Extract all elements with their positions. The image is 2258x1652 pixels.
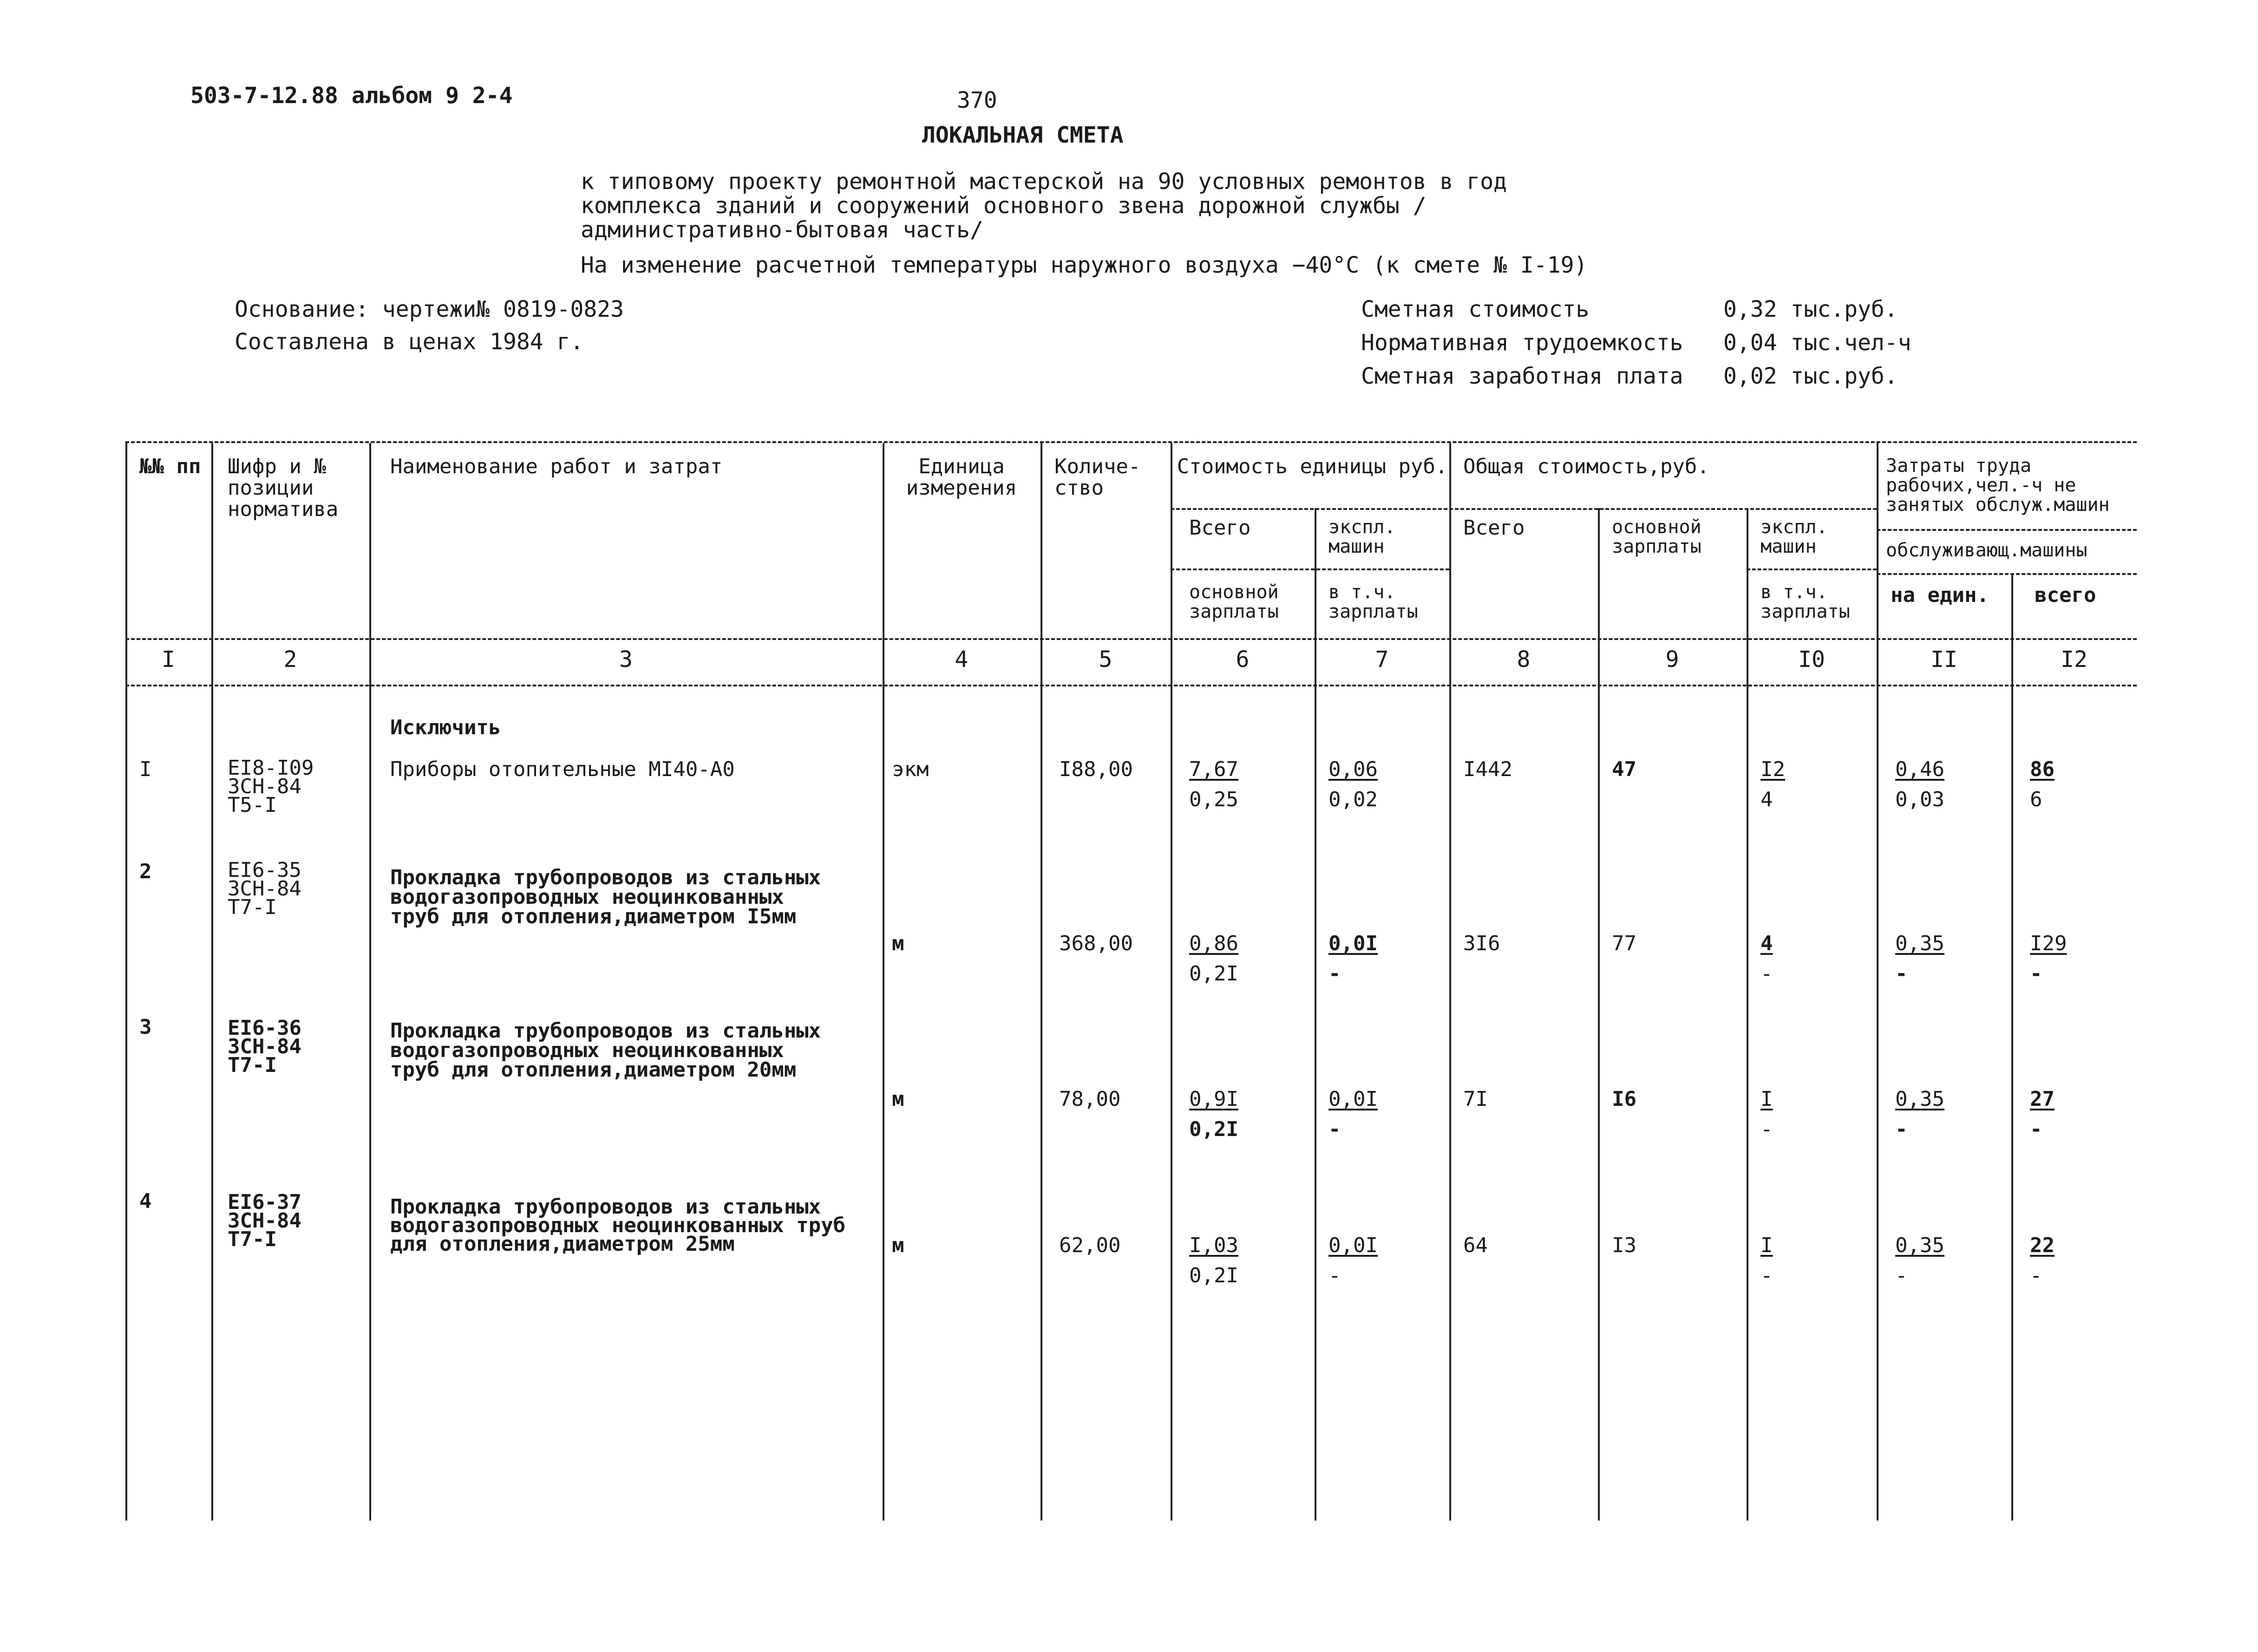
header-name: Наименование работ и затрат bbox=[390, 455, 723, 478]
header-unit: Единица измерения bbox=[906, 455, 1017, 500]
header-unit-incl-wage: в т.ч. зарплаты bbox=[1329, 581, 1418, 622]
estimate-table bbox=[125, 441, 2137, 1521]
row-number: 4 bbox=[139, 1189, 152, 1213]
row-unit-total: 0,9I bbox=[1189, 1087, 1238, 1111]
header-labor-unit: на един. bbox=[1891, 583, 1989, 607]
header-qty: Количе- ство bbox=[1054, 455, 1141, 500]
row-unit-machines: 0,0I bbox=[1329, 932, 1378, 955]
column-rule bbox=[2011, 573, 2013, 1521]
row-qty: 62,00 bbox=[1059, 1234, 1121, 1257]
row-unit-incl-wage: - bbox=[1329, 1264, 1341, 1287]
row-name: Приборы отопительные МI40-А0 bbox=[390, 757, 735, 781]
row-total-machines: I bbox=[1761, 1234, 1773, 1257]
row-qty: I88,00 bbox=[1059, 757, 1133, 781]
column-rule bbox=[125, 443, 127, 1521]
page-number: 370 bbox=[957, 87, 997, 113]
header-num: №№ пп bbox=[139, 455, 201, 478]
summary-row bbox=[1361, 331, 1956, 364]
header-total-machines: экспл. машин bbox=[1761, 516, 1828, 557]
row-name: Прокладка трубопроводов из стальных водогазопроводных неоцинкованных труб для отопления,диаметром 20мм bbox=[390, 1019, 821, 1082]
column-rule bbox=[211, 443, 213, 1521]
summary-label: Сметная заработная плата bbox=[1361, 363, 1683, 389]
row-labor-unit: 0,35 bbox=[1895, 932, 1944, 955]
header-rule bbox=[1877, 573, 2137, 575]
column-rule bbox=[883, 443, 884, 1521]
header-rule bbox=[125, 685, 2137, 686]
header-code: Шифр и № позиции норматива bbox=[228, 455, 339, 521]
column-rule bbox=[369, 443, 371, 1521]
summary-label: Нормативная трудоемкость bbox=[1361, 330, 1683, 356]
column-number: I2 bbox=[2061, 646, 2088, 673]
column-number: II bbox=[1931, 646, 1957, 673]
row-labor-total: 86 bbox=[2030, 757, 2055, 781]
header-rule bbox=[125, 638, 2137, 640]
row-labor-machines-unit: - bbox=[1895, 1117, 1908, 1141]
prices-line: Составлена в ценах 1984 г. bbox=[235, 329, 584, 355]
row-unit-base-wage: 0,2I bbox=[1189, 962, 1238, 986]
header-labor-total: всего bbox=[2035, 583, 2096, 607]
row-code: EI6-37 ЗСН-84 T7-I bbox=[228, 1190, 301, 1251]
summary-label: Сметная стоимость bbox=[1361, 296, 1590, 322]
header-unit-base-wage: основной зарплаты bbox=[1189, 581, 1279, 622]
row-code: EI6-36 ЗСН-84 T7-I bbox=[228, 1016, 301, 1077]
summary-value: 0,02 тыс.руб. bbox=[1723, 363, 1898, 389]
column-number: I bbox=[162, 646, 175, 673]
row-labor-machines-total: 6 bbox=[2030, 788, 2042, 811]
row-total-all: 3I6 bbox=[1463, 932, 1500, 955]
cost-summary bbox=[1361, 297, 1956, 398]
header-labor-machines: обслуживающ.машины bbox=[1886, 540, 2088, 561]
row-total-incl-wage: 4 bbox=[1761, 788, 1773, 811]
row-total-all: 7I bbox=[1463, 1087, 1488, 1111]
row-unit-total: I,03 bbox=[1189, 1234, 1238, 1257]
column-rule bbox=[1449, 443, 1451, 1521]
row-unit: м bbox=[892, 1234, 904, 1257]
document-title: ЛОКАЛЬНАЯ СМЕТА bbox=[922, 122, 1124, 148]
row-total-incl-wage: - bbox=[1761, 1264, 1773, 1287]
header-unit-cost: Стоимость единицы руб. bbox=[1177, 455, 1448, 478]
column-number: 7 bbox=[1375, 646, 1389, 673]
row-unit-total: 7,67 bbox=[1189, 757, 1238, 781]
column-rule bbox=[1877, 443, 1878, 1521]
row-labor-unit: 0,35 bbox=[1895, 1087, 1944, 1111]
row-number: 3 bbox=[139, 1015, 152, 1039]
row-code: EI6-35 ЗСН-84 T7-I bbox=[228, 858, 301, 919]
row-total-machines: I2 bbox=[1761, 757, 1785, 781]
row-labor-unit: 0,46 bbox=[1895, 757, 1944, 781]
row-code: EI8-I09 ЗСН-84 T5-I bbox=[228, 756, 314, 817]
header-unit-machines: экспл. машин bbox=[1329, 516, 1396, 557]
row-unit-machines: 0,0I bbox=[1329, 1087, 1378, 1111]
row-labor-total: 22 bbox=[2030, 1234, 2055, 1257]
summary-row bbox=[1361, 297, 1956, 331]
row-number: 2 bbox=[139, 860, 152, 883]
row-unit-base-wage: 0,2I bbox=[1189, 1117, 1238, 1141]
row-labor-machines-total: - bbox=[2030, 1264, 2042, 1287]
header-unit-total: Всего bbox=[1189, 516, 1251, 540]
header-total-incl-wage: в т.ч. зарплаты bbox=[1761, 581, 1850, 622]
row-qty: 78,00 bbox=[1059, 1087, 1121, 1111]
column-number: I0 bbox=[1798, 646, 1825, 673]
change-description: На изменение расчетной температуры наружного воздуха −40°С (к смете № I-19) bbox=[581, 252, 1588, 278]
row-unit-incl-wage: - bbox=[1329, 962, 1341, 986]
row-unit-incl-wage: - bbox=[1329, 1117, 1341, 1141]
column-number: 8 bbox=[1517, 646, 1531, 673]
header-rule bbox=[1171, 508, 1877, 510]
column-rule bbox=[1171, 443, 1172, 1521]
row-total-all: I442 bbox=[1463, 757, 1512, 781]
header-rule bbox=[1877, 529, 2137, 531]
basis-line: Основание: чертежи№ 0819-0823 bbox=[235, 296, 624, 322]
row-name: Прокладка трубопроводов из стальных водогазопроводных неоцинкованных труб для отопления,диаметром I5мм bbox=[390, 866, 821, 928]
header-total-cost: Общая стоимость,руб. bbox=[1463, 455, 1709, 478]
row-total-base-wage: 47 bbox=[1612, 757, 1636, 781]
row-number: I bbox=[139, 757, 152, 781]
column-number: 9 bbox=[1665, 646, 1679, 673]
row-total-incl-wage: - bbox=[1761, 962, 1773, 986]
header-labor: Затраты труда рабочих,чел.-ч не занятых обслуж.машин bbox=[1886, 455, 2110, 516]
document-code: 503-7-12.88 альбом 9 2-4 bbox=[190, 83, 513, 109]
row-labor-machines-total: - bbox=[2030, 962, 2042, 986]
summary-value: 0,04 тыс.чел-ч bbox=[1723, 330, 1911, 356]
summary-row bbox=[1361, 364, 1956, 398]
column-number: 3 bbox=[619, 646, 633, 673]
row-unit-base-wage: 0,2I bbox=[1189, 1264, 1238, 1287]
summary-value: 0,32 тыс.руб. bbox=[1723, 296, 1898, 322]
row-labor-machines-unit: - bbox=[1895, 1264, 1908, 1287]
row-total-all: 64 bbox=[1463, 1234, 1488, 1257]
row-unit-total: 0,86 bbox=[1189, 932, 1238, 955]
document-subtitle: к типовому проекту ремонтной мастерской на 90 условных ремонтов в год комплекса зданий и сооружений основного звена дорожной службы /административно-бытовая часть/ bbox=[581, 169, 1507, 243]
row-unit-machines: 0,0I bbox=[1329, 1234, 1378, 1257]
row-unit-base-wage: 0,25 bbox=[1189, 788, 1238, 811]
header-total-base-wage: основной зарплаты bbox=[1612, 516, 1702, 557]
section-label: Исключить bbox=[390, 716, 501, 739]
row-total-incl-wage: - bbox=[1761, 1117, 1773, 1141]
header-rule bbox=[1171, 568, 1449, 570]
row-name: Прокладка трубопроводов из стальных водогазопроводных неоцинкованных труб для отопления,диаметром 25мм bbox=[390, 1195, 846, 1256]
column-number: 5 bbox=[1099, 646, 1113, 673]
header-rule bbox=[1747, 568, 1877, 570]
row-total-base-wage: 77 bbox=[1612, 932, 1636, 955]
column-rule bbox=[1041, 443, 1042, 1521]
row-unit: экм bbox=[892, 757, 929, 781]
row-unit-machines: 0,06 bbox=[1329, 757, 1378, 781]
row-total-machines: 4 bbox=[1761, 932, 1773, 955]
row-labor-machines-total: - bbox=[2030, 1117, 2042, 1141]
row-total-base-wage: I3 bbox=[1612, 1234, 1636, 1257]
column-number: 4 bbox=[955, 646, 969, 673]
column-number: 6 bbox=[1236, 646, 1250, 673]
row-labor-total: 27 bbox=[2030, 1087, 2055, 1111]
row-qty: 368,00 bbox=[1059, 932, 1133, 955]
row-labor-total: I29 bbox=[2030, 932, 2067, 955]
row-labor-machines-unit: - bbox=[1895, 962, 1908, 986]
row-labor-unit: 0,35 bbox=[1895, 1234, 1944, 1257]
row-unit: м bbox=[892, 1087, 904, 1111]
row-total-base-wage: I6 bbox=[1612, 1087, 1636, 1111]
header-total-all: Всего bbox=[1463, 516, 1525, 540]
row-unit: м bbox=[892, 932, 904, 955]
column-number: 2 bbox=[283, 646, 297, 673]
row-labor-machines-unit: 0,03 bbox=[1895, 788, 1944, 811]
row-total-machines: I bbox=[1761, 1087, 1773, 1111]
row-unit-incl-wage: 0,02 bbox=[1329, 788, 1378, 811]
